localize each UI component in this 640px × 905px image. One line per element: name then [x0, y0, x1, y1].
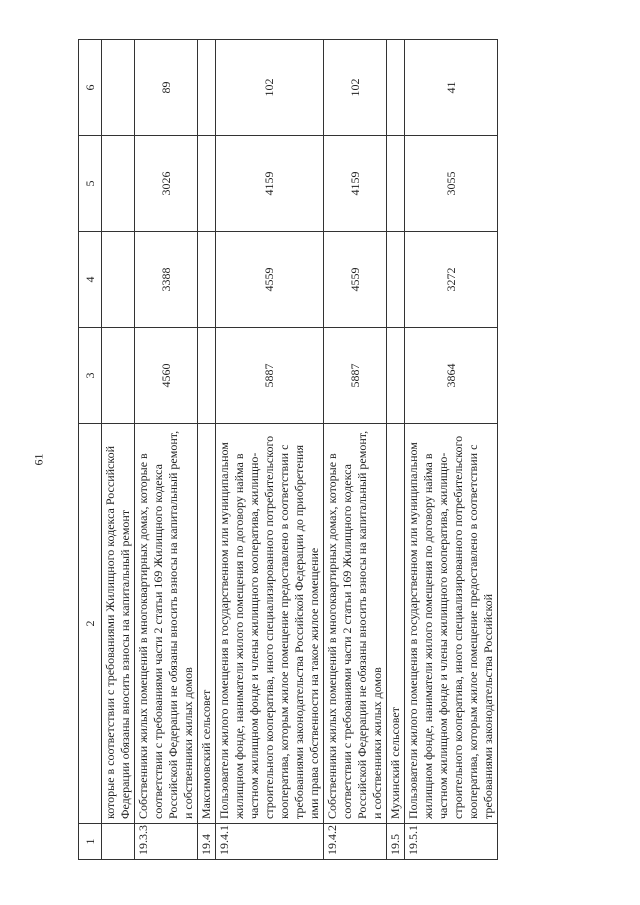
row-value-5: [198, 136, 216, 232]
row-value-6: 41: [405, 40, 498, 136]
row-value-5: 3055: [405, 136, 498, 232]
row-value-3: [387, 328, 405, 424]
table-row: [135, 40, 198, 860]
table-row: [198, 40, 216, 860]
row-value-6: 102: [216, 40, 324, 136]
column-header-5: 5: [79, 136, 102, 232]
table-row: [216, 40, 324, 860]
row-value-6: [198, 40, 216, 136]
row-value-4: 3272: [405, 232, 498, 328]
row-code: [102, 824, 135, 860]
table-row: [405, 40, 498, 860]
column-header-2: 2: [79, 424, 102, 824]
row-description: Пользователи жилого помещения в государственном или муниципальном жилищном фонде, наниматели жилого помещения по договору найма в частном жилищном фонде и члены жилищного кооператива, жилищно-строительного кооператива, иного специализированного потребительского кооператива, которым жилое помещение предоставлено в соответствии с требованиями законодательства Российской Федерации до приобретения ими права собственности на такое жилое помещение: [216, 424, 324, 824]
row-description: Мухинский сельсовет: [387, 424, 405, 824]
page-number: 61: [31, 453, 46, 466]
table-row: [102, 40, 135, 860]
column-header-4: 4: [79, 232, 102, 328]
row-description: Пользователи жилого помещения в государственном или муниципальном жилищном фонде, наниматели жилого помещения по договору найма в частном жилищном фонде и члены жилищного кооператива, жилищно-строительного кооператива, иного специализированного потребительского кооператива, которым жилое помещение предоставлено в соответствии с требованиями законодательства Российской: [405, 424, 498, 824]
row-value-3: 5887: [324, 328, 387, 424]
row-code: 19.3.3: [135, 824, 198, 860]
row-value-4: [102, 232, 135, 328]
row-description: Максимовский сельсовет: [198, 424, 216, 824]
row-value-6: [102, 40, 135, 136]
row-value-6: [387, 40, 405, 136]
row-description: Собственники жилых помещений в многоквартирных домах, которые в соответствии с требованиями части 2 статьи 169 Жилищного кодекса Российской Федерации не обязаны вносить взносы на капитальный ремонт, и собственники жилых домов: [135, 424, 198, 824]
row-value-5: 3026: [135, 136, 198, 232]
rotated-page: [78, 40, 618, 860]
row-value-4: 4559: [324, 232, 387, 328]
row-value-3: 4560: [135, 328, 198, 424]
column-header-3: 3: [79, 328, 102, 424]
header-row: [79, 40, 102, 860]
table-row: [387, 40, 405, 860]
row-code: 19.4: [198, 824, 216, 860]
row-description: Собственники жилых помещений в многоквартирных домах, которые в соответствии с требованиями части 2 статьи 169 Жилищного кодекса Российской Федерации не обязаны вносить взносы на капитальный ремонт, и собственники жилых домов: [324, 424, 387, 824]
row-value-5: [387, 136, 405, 232]
row-value-6: 89: [135, 40, 198, 136]
row-code: 19.5.1: [405, 824, 498, 860]
row-value-4: 4559: [216, 232, 324, 328]
row-code: 19.4.1: [216, 824, 324, 860]
row-value-4: [387, 232, 405, 328]
row-value-3: [198, 328, 216, 424]
row-description: которые в соответствии с требованиями Жилищного кодекса Российской Федерации обязаны вносить взносы на капитальный ремонт: [102, 424, 135, 824]
row-code: 19.5: [387, 824, 405, 860]
table-row: [324, 40, 387, 860]
tariff-table: [78, 39, 498, 860]
row-value-4: [198, 232, 216, 328]
row-value-6: 102: [324, 40, 387, 136]
row-value-5: [102, 136, 135, 232]
row-value-5: 4159: [216, 136, 324, 232]
row-code: 19.4.2: [324, 824, 387, 860]
row-value-3: 3864: [405, 328, 498, 424]
row-value-3: 5887: [216, 328, 324, 424]
column-header-6: 6: [79, 40, 102, 136]
row-value-5: 4159: [324, 136, 387, 232]
row-value-4: 3388: [135, 232, 198, 328]
column-header-1: 1: [79, 824, 102, 860]
row-value-3: [102, 328, 135, 424]
